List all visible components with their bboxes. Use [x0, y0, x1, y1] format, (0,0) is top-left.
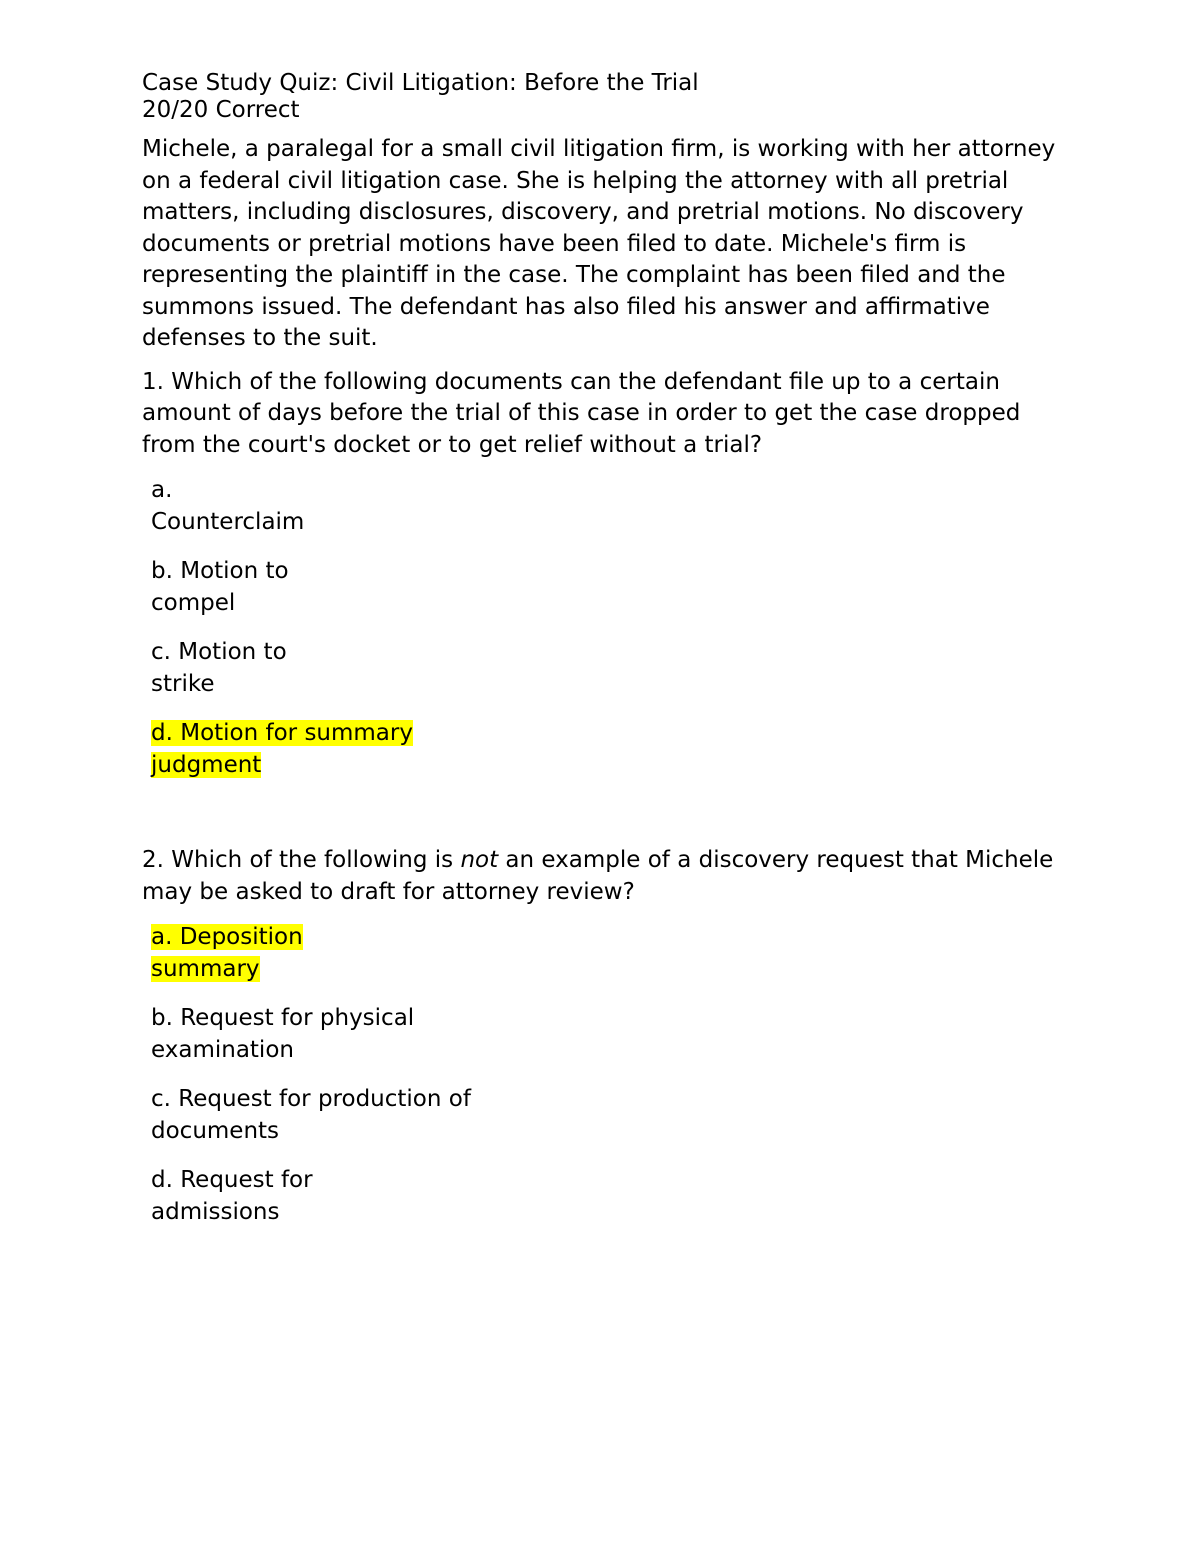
option-c-line2: documents — [151, 1117, 280, 1144]
option-b-line2: compel — [151, 589, 236, 616]
question-2-options — [151, 922, 1062, 1228]
document-page — [142, 70, 1062, 1246]
option-b-line2: examination — [151, 1036, 294, 1063]
section-spacer — [142, 799, 1062, 845]
question-2-text-before: 2. Which of the following is — [142, 847, 461, 873]
option-a-line2: Counterclaim — [151, 508, 305, 535]
quiz-score: 20/20 Correct — [142, 97, 300, 123]
question-2-option-b — [151, 1003, 1062, 1066]
option-b-line1: b. Request for physical — [151, 1005, 415, 1031]
option-b-line1: b. Motion to — [151, 558, 289, 584]
question-2-text — [142, 845, 1062, 908]
question-2-emphasis: not — [460, 847, 499, 873]
option-d-line1: d. Request for — [151, 1167, 313, 1193]
question-2-option-d — [151, 1165, 1062, 1228]
option-a-line2: summary — [151, 955, 260, 982]
quiz-title: Case Study Quiz: Civil Litigation: Before the Trial — [142, 70, 699, 96]
option-c-line1: c. Request for production of — [151, 1086, 471, 1112]
question-1-option-a — [151, 475, 1062, 538]
option-c-line1: c. Motion to — [151, 639, 287, 665]
option-c-line2: strike — [151, 670, 215, 697]
question-1-option-d-correct — [151, 718, 1062, 781]
option-d-line2: judgment — [151, 751, 262, 778]
question-1 — [142, 367, 1062, 782]
question-1-options — [151, 475, 1062, 781]
question-2-text-after: an example of a discovery request that Michele may be asked to draft for attorney review? — [142, 847, 1054, 905]
case-intro: Michele, a paralegal for a small civil litigation firm, is working with her attorney on a federal civil litigation case. She is helping the attorney with all pretrial matters, including disclosures, discovery, and pretrial motions. No discovery documents or pretrial motions have been filed to date. Michele's firm is representing the plaintiff in the case. The complaint has been filed and the summons issued. The defendant has also filed his answer and affirmative defenses to the suit. — [142, 136, 1056, 351]
question-2-option-c — [151, 1084, 1062, 1147]
question-1-option-c — [151, 637, 1062, 700]
question-2-option-a-correct — [151, 922, 1062, 985]
question-1-text: 1. Which of the following documents can the defendant file up to a certain amount of days before the trial of this case in order to get the case dropped from the court's docket or to get relief without a trial? — [142, 368, 1021, 458]
option-d-line1: d. Motion for summary — [151, 720, 413, 746]
question-2 — [142, 845, 1062, 1228]
option-a-line1: a. Deposition — [151, 924, 303, 950]
question-1-option-b — [151, 556, 1062, 619]
option-a-line1: a. — [151, 477, 173, 503]
option-d-line2: admissions — [151, 1198, 280, 1225]
